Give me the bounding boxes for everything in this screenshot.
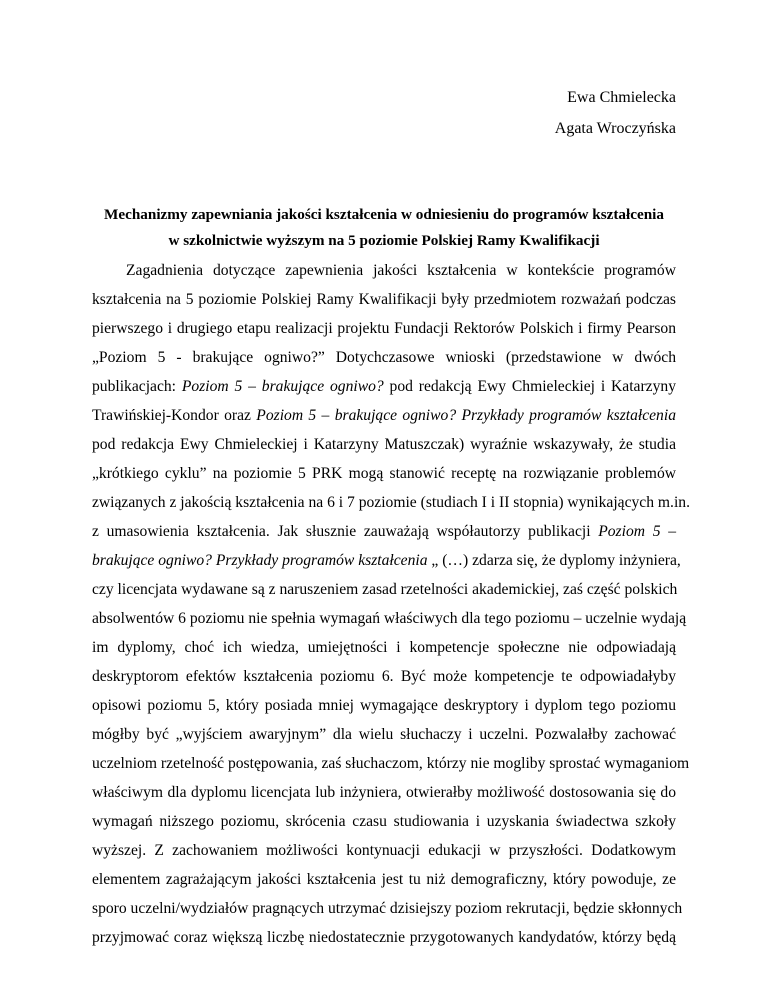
text-run: mógłby być „wyjściem awaryjnym” dla wielu słuchaczy i uczelni. Pozwalałby zachować bbox=[92, 726, 676, 743]
text-run: kształcenia na 5 poziomie Polskiej Ramy Kwalifikacji były przedmiotem rozważań podczas bbox=[92, 291, 676, 308]
text-line bbox=[92, 430, 676, 459]
text-run: wymagań niższego poziomu, skrócenia czasu studiowania i uzyskania świadectwa szkoły bbox=[92, 813, 676, 830]
text-line bbox=[92, 459, 676, 488]
body-paragraph bbox=[92, 256, 690, 952]
text-line bbox=[92, 517, 676, 546]
author-block bbox=[555, 82, 676, 144]
text-run: Trawińskiej-Kondor oraz bbox=[92, 407, 257, 424]
document-title bbox=[80, 202, 688, 254]
text-run: elementem zagrażającym jakości kształcenia jest tu niż demograficzny, który powoduje, ze bbox=[92, 871, 676, 888]
text-run: absolwentów 6 poziomu nie spełnia wymagań właściwych dla tego poziomu – uczelnie wydają bbox=[92, 610, 687, 627]
text-run: związanych z jakością kształcenia na 6 i 7 poziomie (studiach I i II stopnia) wynikających m.in. bbox=[92, 494, 690, 511]
text-run: „krótkiego cyklu” na poziomie 5 PRK mogą stanowić receptę na rozwiązanie problemów bbox=[92, 465, 676, 482]
title-line: w szkolnictwie wyższym na 5 poziomie Polskiej Ramy Kwalifikacji bbox=[168, 232, 600, 249]
text-line bbox=[92, 720, 676, 749]
text-line bbox=[92, 807, 676, 836]
text-run: czy licencjata wydawane są z naruszeniem zasad rzetelności akademickiej, zaś część polskich bbox=[92, 581, 678, 598]
text-run: pod redakcją Ewy Chmieleckiej i Katarzyny bbox=[383, 378, 676, 395]
text-line bbox=[92, 749, 690, 778]
text-line bbox=[92, 546, 681, 575]
text-line bbox=[92, 923, 676, 952]
text-line bbox=[92, 488, 690, 517]
text-run: „Poziom 5 - brakujące ogniwo?” Dotychczasowe wnioski (przedstawione w dwóch bbox=[92, 349, 676, 366]
author-name: Agata Wroczyńska bbox=[554, 120, 676, 137]
text-run: opisowi poziomu 5, który posiada mniej wymagające deskryptory i dyplom tego poziomu bbox=[92, 697, 676, 714]
text-line bbox=[92, 372, 676, 401]
italic-title-text: Poziom 5 – bbox=[598, 523, 676, 540]
text-line bbox=[92, 778, 676, 807]
italic-title-text: Poziom 5 – brakujące ogniwo? Przykłady programów kształcenia bbox=[256, 407, 676, 424]
text-line bbox=[92, 894, 683, 923]
text-line bbox=[92, 836, 676, 865]
text-line bbox=[92, 691, 676, 720]
text-run: Zagadnienia dotyczące zapewnienia jakości kształcenia w kontekście programów bbox=[126, 262, 676, 279]
text-run: z umasowienia kształcenia. Jak słusznie zauważają współautorzy publikacji bbox=[92, 523, 599, 540]
text-run: właściwym dla dyplomu licencjata lub inżyniera, otwierałby możliwość dostosowania się do bbox=[92, 784, 676, 801]
text-run: pierwszego i drugiego etapu realizacji projektu Fundacji Rektorów Polskich i firmy Pearson bbox=[92, 320, 676, 337]
text-line bbox=[92, 256, 676, 285]
text-line bbox=[92, 575, 676, 604]
text-run: im dyplomy, choć ich wiedza, umiejętności i kompetencje społeczne nie odpowiadają bbox=[92, 639, 676, 656]
text-run: publikacjach: bbox=[92, 378, 182, 395]
italic-title-text: Poziom 5 – brakujące ogniwo? bbox=[181, 378, 384, 395]
title-line: Mechanizmy zapewniania jakości kształcenia w odniesieniu do programów kształcenia bbox=[104, 206, 664, 223]
text-line bbox=[92, 633, 676, 662]
text-line bbox=[92, 662, 676, 691]
text-run: przyjmować coraz większą liczbę niedostatecznie przygotowanych kandydatów, którzy będą bbox=[92, 929, 676, 946]
text-run: uczelniom rzetelność postępowania, zaś słuchaczom, którzy nie mogliby sprostać wymaganiom bbox=[92, 755, 690, 772]
text-line bbox=[92, 401, 676, 430]
text-run: deskryptorom efektów kształcenia poziomu 6. Być może kompetencje te odpowiadałyby bbox=[92, 668, 676, 685]
text-run: sporo uczelni/wydziałów pragnących utrzymać dzisiejszy poziom rekrutacji, będzie skłonnych bbox=[92, 900, 683, 917]
text-run: wyższej. Z zachowaniem możliwości kontynuacji edukacji w przyszłości. Dodatkowym bbox=[92, 842, 676, 859]
text-line bbox=[92, 865, 676, 894]
text-line bbox=[92, 314, 676, 343]
italic-title-text: brakujące ogniwo? Przykłady programów kształcenia bbox=[92, 552, 428, 569]
text-run: pod redakcja Ewy Chmieleckiej i Katarzyny Matuszczak) wyraźnie wskazywały, że studia bbox=[92, 436, 676, 453]
text-line bbox=[92, 604, 687, 633]
author-name: Ewa Chmielecka bbox=[567, 89, 676, 106]
text-run: „ (…) zdarza się, że dyplomy inżyniera, bbox=[427, 552, 681, 569]
text-line bbox=[92, 343, 676, 372]
text-line bbox=[92, 285, 676, 314]
